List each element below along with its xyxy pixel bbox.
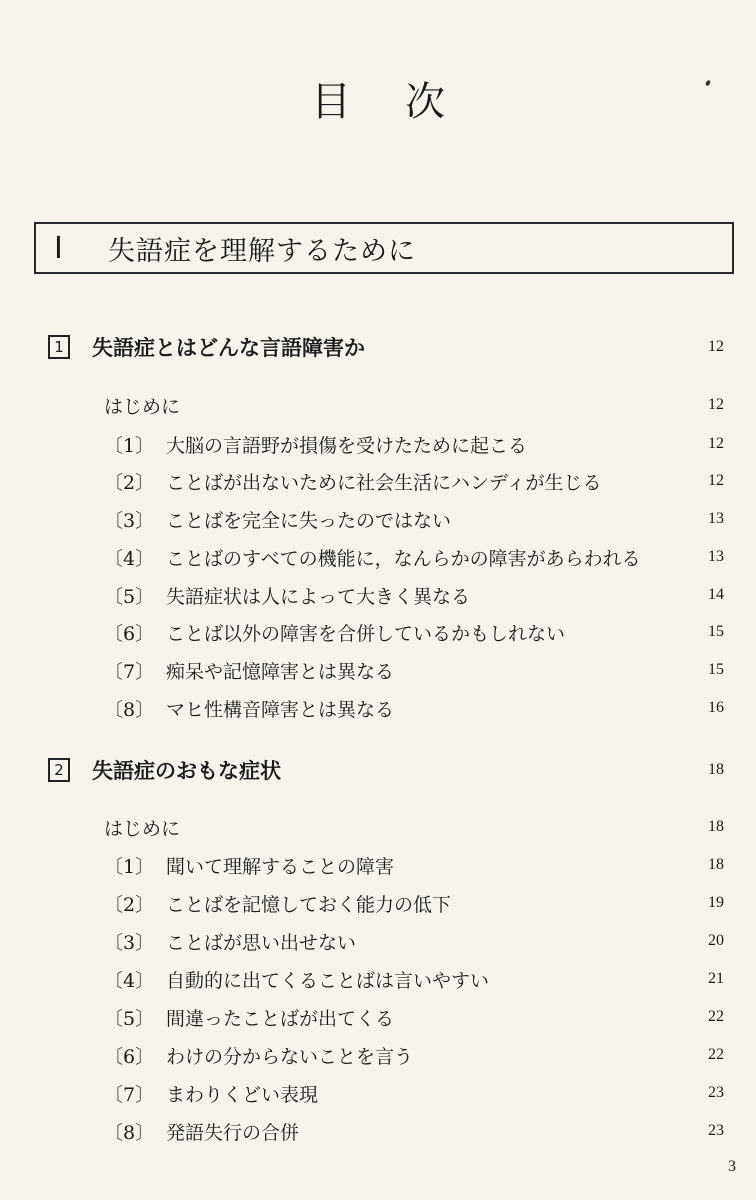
entry-number: 〔4〕 <box>104 547 155 570</box>
toc-entry[interactable] <box>104 849 724 881</box>
entry-label: はじめに <box>104 817 181 840</box>
chapter-number-box: 2 <box>48 758 70 782</box>
toc-entry[interactable] <box>104 963 724 995</box>
toc-entry[interactable] <box>104 1039 724 1071</box>
entry-label: 聞いて理解することの障害 <box>166 855 395 878</box>
entry-number: 〔1〕 <box>104 434 155 457</box>
page-number: 19 <box>708 894 724 911</box>
chapter-title: 失語症のおもな症状 <box>92 759 281 783</box>
page-number: 20 <box>708 932 724 949</box>
toc-entry[interactable] <box>104 616 724 648</box>
part-number: I <box>54 230 63 266</box>
toc-entry[interactable] <box>104 811 724 843</box>
toc-heading: 目次 <box>311 79 499 125</box>
page-number: 13 <box>708 510 724 527</box>
page-number: 18 <box>708 761 724 778</box>
page-number: 12 <box>708 435 724 452</box>
page-number: 18 <box>708 856 724 873</box>
entry-number: 〔1〕 <box>104 855 155 878</box>
toc-entry[interactable] <box>104 465 724 497</box>
entry-label: 失語症状は人によって大きく異なる <box>166 585 471 608</box>
chapter-number-box: 1 <box>48 335 70 359</box>
entry-label: まわりくどい表現 <box>166 1083 319 1106</box>
toc-entry[interactable] <box>104 1077 724 1109</box>
entry-number: 〔5〕 <box>104 585 155 608</box>
entry-label: 発語失行の合併 <box>166 1121 300 1144</box>
entry-label: 大脳の言語野が損傷を受けたために起こる <box>166 434 528 457</box>
entry-label: マヒ性構音障害とは異なる <box>166 698 395 721</box>
entry-label: はじめに <box>104 395 181 418</box>
entry-number: 〔4〕 <box>104 969 155 992</box>
chapter-2-row[interactable] <box>48 753 724 787</box>
entry-label: ことば以外の障害を合併しているかもしれない <box>166 622 566 645</box>
entry-number: 〔3〕 <box>104 931 155 954</box>
entry-label: 痴呆や記憶障害とは異なる <box>166 660 395 683</box>
entry-number: 〔8〕 <box>104 698 155 721</box>
page-number: 16 <box>708 699 724 716</box>
toc-entry[interactable] <box>104 925 724 957</box>
entry-number: 〔2〕 <box>104 471 155 494</box>
page-number: 15 <box>708 623 724 640</box>
entry-number: 〔5〕 <box>104 1007 155 1030</box>
toc-entry[interactable] <box>104 1115 724 1147</box>
chapter-title: 失語症とはどんな言語障害か <box>92 336 365 360</box>
entry-number: 〔8〕 <box>104 1121 155 1144</box>
toc-entry[interactable] <box>104 692 724 724</box>
entry-label: わけの分からないことを言う <box>166 1045 414 1068</box>
page-number: 23 <box>708 1122 724 1139</box>
toc-entry[interactable] <box>104 654 724 686</box>
entry-number: 〔6〕 <box>104 622 155 645</box>
entry-number: 〔7〕 <box>104 1083 155 1106</box>
entry-label: 間違ったことばが出てくる <box>166 1007 395 1030</box>
page-number: 14 <box>708 586 724 603</box>
page-number: 18 <box>708 818 724 835</box>
chapter-1-row[interactable] <box>48 330 724 364</box>
page-number: 12 <box>708 472 724 489</box>
entry-label: ことばを記憶しておく能力の低下 <box>166 893 452 916</box>
page-number: 12 <box>708 396 724 413</box>
toc-entry[interactable] <box>104 579 724 611</box>
page-number: 13 <box>708 548 724 565</box>
entry-label: 自動的に出てくることばは言いやすい <box>166 969 490 992</box>
entry-label: ことばが出ないために社会生活にハンディが生じる <box>166 471 602 494</box>
entry-label: ことばのすべての機能に，なんらかの障害があらわれる <box>166 547 641 570</box>
entry-number: 〔6〕 <box>104 1045 155 1068</box>
toc-entry[interactable] <box>104 887 724 919</box>
toc-entry[interactable] <box>104 1001 724 1033</box>
folio-page-number: 3 <box>728 1158 736 1175</box>
part-title: 失語症を理解するために <box>108 235 416 267</box>
page-number: 23 <box>708 1084 724 1101</box>
toc-entry[interactable] <box>104 389 724 421</box>
entry-label: ことばを完全に失ったのではない <box>166 509 452 532</box>
entry-number: 〔7〕 <box>104 660 155 683</box>
entry-label: ことばが思い出せない <box>166 931 357 954</box>
toc-entry[interactable] <box>104 503 724 535</box>
page-number: 15 <box>708 661 724 678</box>
page-number: 22 <box>708 1046 724 1063</box>
toc-entry[interactable] <box>104 541 724 573</box>
entry-number: 〔3〕 <box>104 509 155 532</box>
entry-number: 〔2〕 <box>104 893 155 916</box>
part-heading <box>34 222 734 274</box>
page-number: 22 <box>708 1008 724 1025</box>
page-number: 21 <box>708 970 724 987</box>
page-number: 12 <box>708 338 724 355</box>
toc-entry[interactable] <box>104 428 724 460</box>
